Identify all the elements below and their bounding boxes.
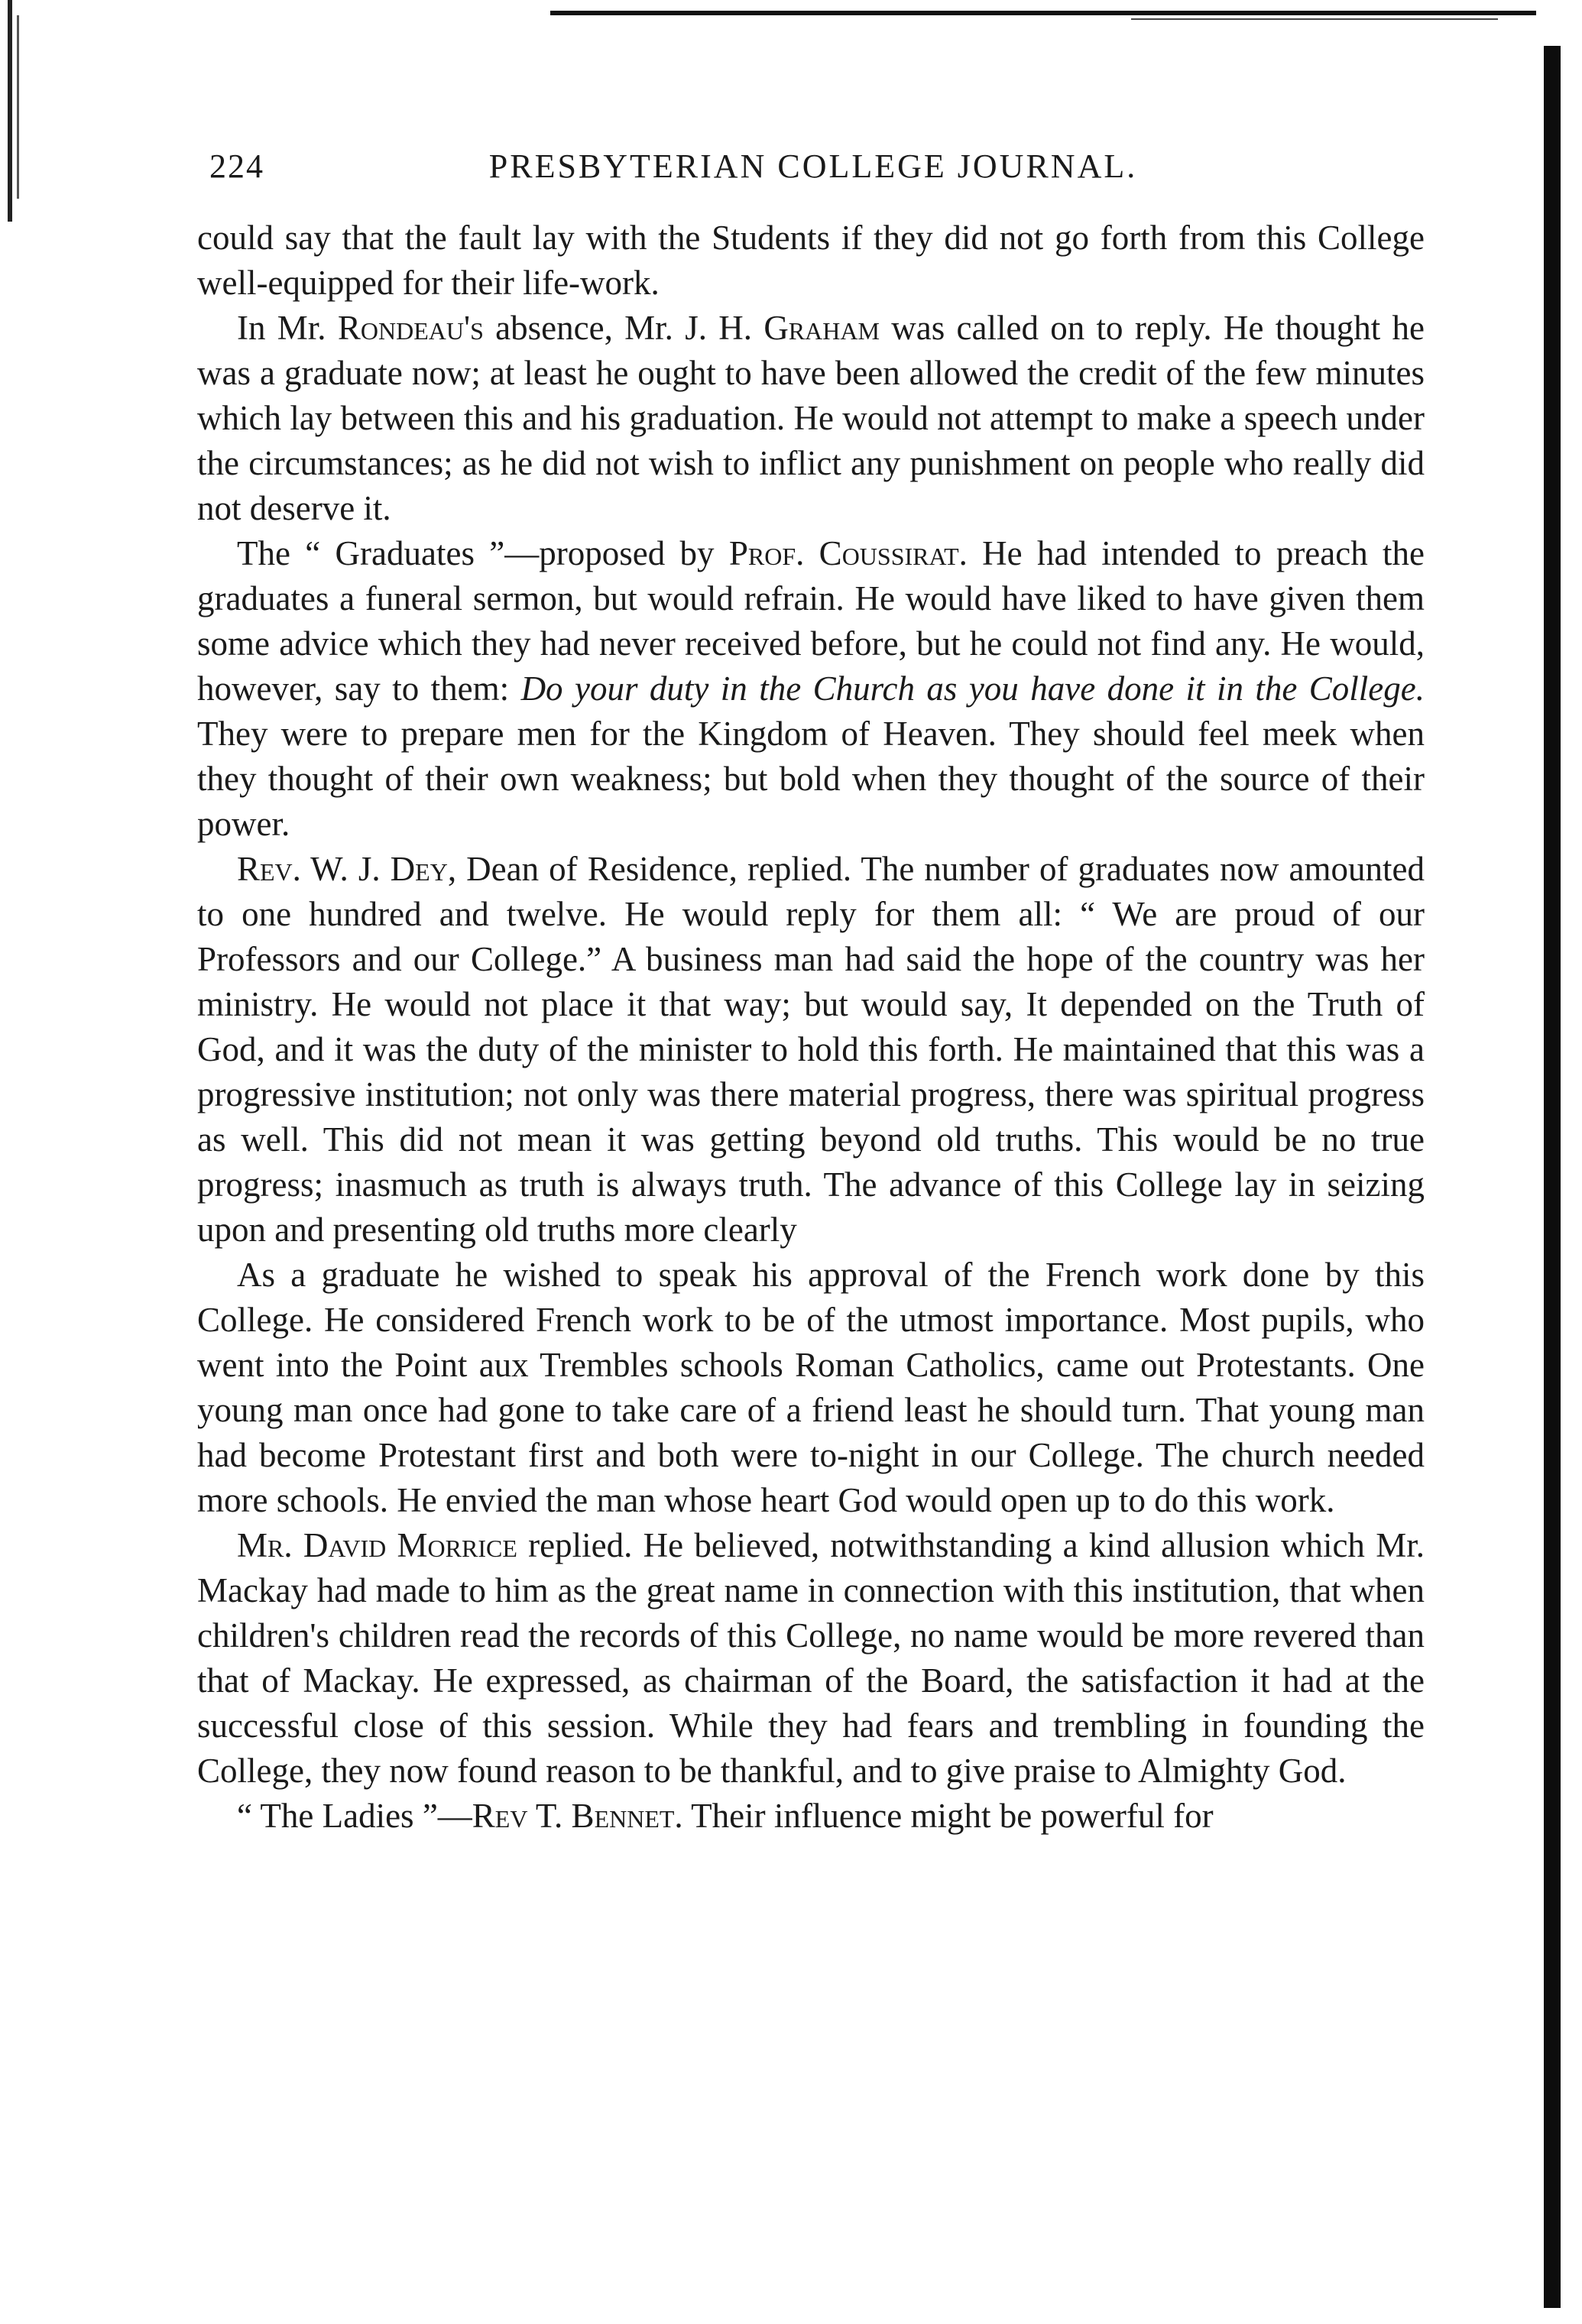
paragraph <box>197 1794 1425 1839</box>
top-border-rule-thin <box>1131 18 1498 20</box>
small-caps-name: Rondeau's <box>337 309 484 347</box>
page-number: 224 <box>209 147 264 185</box>
paragraph <box>197 1253 1425 1523</box>
paragraph <box>197 1523 1425 1794</box>
paragraph <box>197 847 1425 1253</box>
text-run: He had intended to preach the graduates a funeral sermon, but would refrain. He would have liked to have given them some advice which they had never received before, but he could not find any. He would, however, say to them: <box>197 534 1425 708</box>
small-caps-name: Rev. <box>237 850 301 888</box>
paragraph <box>197 306 1425 531</box>
left-binding-edge <box>8 0 12 222</box>
top-border-rule <box>550 11 1536 15</box>
paragraph <box>197 216 1425 306</box>
text-run: As a graduate he wished to speak his approval of the French work done by this College. He considered French work to be of the utmost importance. Most pupils, who went into the Point aux Trembles schools Roman Catholics, came out Protestants. One young man once had gone to take care of a friend least he should turn. That young man had become Protestant first and both were to-night in our College. The church needed more schools. He envied the man whose heart God would open up to do this work. <box>197 1256 1425 1519</box>
right-scan-edge <box>1544 46 1561 2308</box>
text-run: absence, Mr. J. H. <box>483 309 764 347</box>
small-caps-name: Prof. Coussirat. <box>728 534 968 572</box>
left-binding-edge-inner <box>17 15 19 199</box>
italic-quote: Do your duty in the Church as you have done it in the College. <box>520 669 1425 708</box>
text-run: was called on to reply. He thought he was a graduate now; at least he ought to have been allowed the credit of the few minutes which lay between this and his graduation. He would not attempt to make a speech under the circumstances; as he did not wish to inflict any punishment on people who really did not deserve it. <box>197 309 1425 527</box>
text-run: The “ Graduates ”—proposed by <box>237 534 729 572</box>
text-run: “ The Ladies ”— <box>237 1797 472 1835</box>
text-run: Their influence might be powerful for <box>682 1797 1214 1835</box>
paragraph <box>197 531 1425 847</box>
text-run: replied. He believed, notwithstanding a kind allusion which Mr. Mackay had made to him as the great name in connection with this institution, that when children's children read the records of this College, no name would be more revered than that of Mackay. He expressed, as chairman of the Board, the satisfaction it had at the successful close of this session. While they had fears and trembling in founding the College, they now found reason to be thankful, and to give praise to Almighty God. <box>197 1526 1425 1790</box>
running-header <box>209 147 1417 186</box>
small-caps-name: Mr. David Morrice <box>237 1526 517 1564</box>
text-run: They were to prepare men for the Kingdom of Heaven. They should feel meek when they thought of their own weakness; but bold when they thought of the source of their power. <box>197 715 1425 843</box>
text-run: In Mr. <box>237 309 338 347</box>
small-caps-name: Graham <box>763 309 880 347</box>
journal-title: PRESBYTERIAN COLLEGE JOURNAL. <box>488 147 1138 185</box>
text-run: could say that the fault lay with the Students if they did not go forth from this College well-equipped for their life-work. <box>197 219 1425 302</box>
small-caps-name: Rev T. Bennet. <box>472 1797 683 1835</box>
text-run: W. J. <box>300 850 391 888</box>
text-run: , Dean of Residence, replied. The number of graduates now amounted to one hundred and twelve. He would reply for them all: “ We are proud of our Professors and our College.” A business man had said the hope of the country was her ministry. He would not place it that way; but would say, It depended on the Truth of God, and it was the duty of the minister to hold this forth. He maintained that this was a progressive institution; not only was there material progress, there was spiritual progress as well. This did not mean it was getting beyond old truths. This would be no true progress; inasmuch as truth is always truth. The advance of this College lay in seizing upon and presenting old truths more clearly <box>197 850 1425 1249</box>
article-body <box>197 216 1425 1839</box>
small-caps-name: Dey <box>390 850 448 888</box>
